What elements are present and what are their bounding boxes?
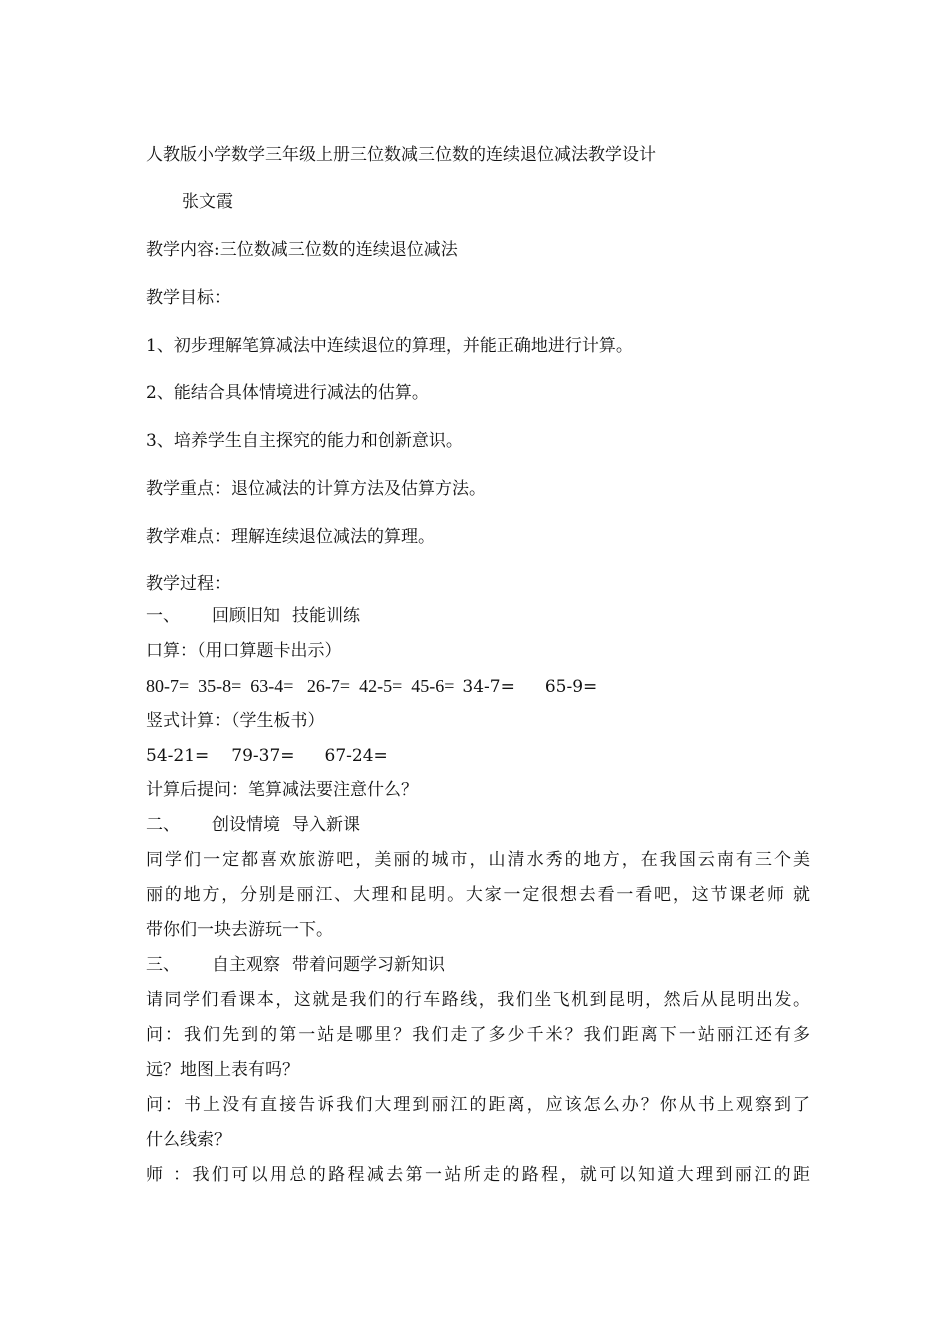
section-heading-1 — [146, 604, 360, 628]
author-name: 张文霞 — [182, 192, 233, 212]
paragraph-line: 请同学们看课本，这就是我们的行车路线，我们坐飞机到昆明，然后从昆明出发。 — [146, 990, 810, 1010]
section-heading-2 — [146, 813, 360, 837]
objective-item: 1、初步理解笔算减法中连续退位的算理，并能正确地进行计算。 — [146, 336, 633, 356]
section-title: 自主观察 — [212, 955, 280, 975]
paragraph-line: 同学们一定都喜欢旅游吧，美丽的城市，山清水秀的地方，在我国云南有三个美 — [146, 850, 810, 870]
section-number: 二、 — [146, 815, 180, 835]
paragraph-line: 带你们一块去游玩一下。 — [146, 920, 333, 940]
vertical-calc-label: 竖式计算：（学生板书） — [146, 711, 325, 731]
paragraph-line: 远？地图上表有吗？ — [146, 1060, 299, 1080]
vertical-problem: 67-24= — [324, 746, 388, 766]
difficulty: 教学难点：理解连续退位减法的算理。 — [146, 527, 435, 547]
section-title: 创设情境 — [212, 815, 280, 835]
oral-calc-label: 口算：（用口算题卡出示） — [146, 641, 342, 661]
objective-item: 3、培养学生自主探究的能力和创新意识。 — [146, 431, 463, 451]
section-title: 技能训练 — [292, 606, 360, 626]
question-after: 计算后提问：笔算减法要注意什么？ — [146, 780, 418, 800]
vertical-problem: 54-21= — [146, 746, 210, 766]
document-title: 人教版小学数学三年级上册三位数减三位数的连续退位减法教学设计 — [146, 145, 656, 165]
section-title: 带着问题学习新知识 — [292, 955, 445, 975]
oral-problems-b: 34-7= — [462, 677, 515, 697]
paragraph-line: 丽的地方，分别是丽江、大理和昆明。大家一定很想去看一看吧，这节课老师 就 — [146, 885, 810, 905]
key-point: 教学重点：退位减法的计算方法及估算方法。 — [146, 479, 486, 499]
section-heading-3 — [146, 953, 445, 977]
process-heading: 教学过程： — [146, 574, 231, 594]
oral-problems-a: 80-7= 35-8= 63-4= 26-7= 42-5= 45-6= — [146, 676, 455, 696]
paragraph-line: 问：书上没有直接告诉我们大理到丽江的距离，应该怎么办？你从书上观察到了 — [146, 1095, 810, 1115]
paragraph-line: 什么线索？ — [146, 1130, 231, 1150]
teaching-content: 教学内容:三位数减三位数的连续退位减法 — [146, 240, 458, 260]
objective-item: 2、能结合具体情境进行减法的估算。 — [146, 383, 429, 403]
section-number: 一、 — [146, 606, 180, 626]
oral-problems-c: 65-9= — [544, 677, 598, 697]
paragraph-line: 师 ：我们可以用总的路程减去第一站所走的路程，就可以知道大理到丽江的距 — [146, 1165, 810, 1185]
section-number: 三、 — [146, 955, 180, 975]
vertical-problems — [146, 744, 388, 768]
document-page — [146, 0, 810, 1344]
section-title: 回顾旧知 — [212, 606, 280, 626]
objectives-heading: 教学目标： — [146, 288, 231, 308]
section-title: 导入新课 — [292, 815, 360, 835]
oral-problems — [146, 674, 597, 699]
paragraph-line: 问：我们先到的第一站是哪里？我们走了多少千米？我们距离下一站丽江还有多 — [146, 1025, 810, 1045]
vertical-problem: 79-37= — [231, 746, 295, 766]
